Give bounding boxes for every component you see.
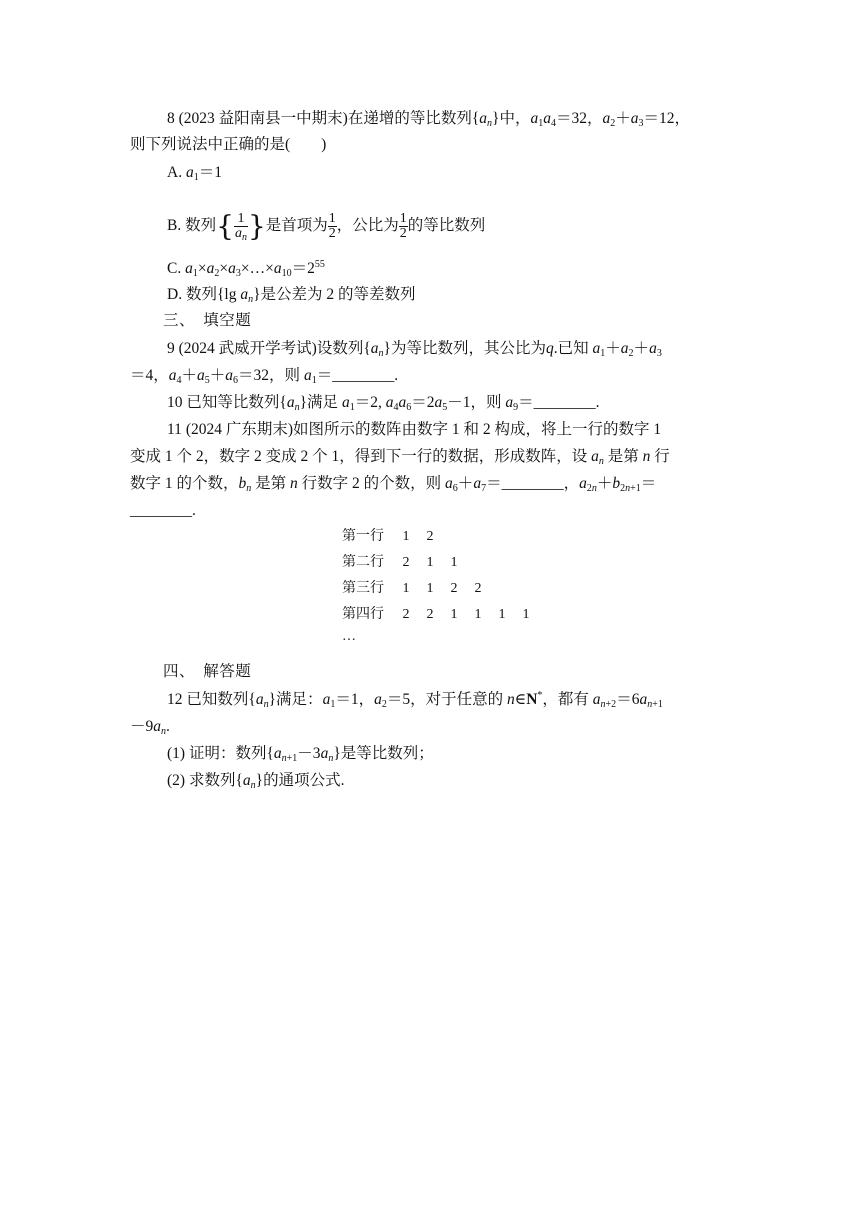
q10-text: 满足 [307,394,339,411]
q8-stem: 在递增的等比数列 [347,110,472,127]
q12-part2: (2) 求数列$\{a_n\}$的通项公式. [167,772,345,791]
q9-text: ＝4， [130,367,169,384]
q9-text: .已知 [553,340,589,357]
option-text: 数列 [185,217,217,235]
q11-text: 行数字 2 的个数，则 [301,475,442,492]
q8-source: (2023 益阳南县一中期末) [178,110,348,127]
cell: 2 [402,555,410,570]
q10-text: ＝2, [354,394,382,411]
cell: 1 [426,581,434,596]
q11-text: 如图所示的数阵由数字 1 和 2 构成，将上一行的数字 1 [293,421,662,438]
cell: 1 [450,555,458,570]
cell: 1 [450,607,458,622]
cell: 1 [402,581,410,596]
q12-text: ＝5，对于任意的 [386,691,504,708]
q11-text: 是第 [255,475,287,492]
exponent: 55 [314,259,325,270]
table-row [342,579,538,599]
q12-text: 是等比数列； [340,745,434,762]
q8-option-d: D. 数列{lg $a_n$}是公差为 2 的等差数列 [167,286,416,305]
q12-text: (2) 求数列 [167,772,236,789]
q12-text: 已知数列 [186,691,249,708]
q12-text: 满足： [276,691,323,708]
q11-line2: 变成 1 个 2，数字 2 变成 2 个 1，得到下一行的数据，形成数阵，设 $a_n$ 是第 n 行 [130,448,670,467]
cell: 2 [426,529,434,544]
q9-text: 为等比数列，其公比为 [391,340,547,357]
q12-text: ，都有 [542,691,589,708]
q11-text: 是第 [607,448,639,465]
q11-answer-blank-1[interactable]: ＝________， [486,475,580,492]
row-label: 第四行 [342,607,384,622]
section-heading-fill-in: 三、 填空题 [163,312,252,329]
q12-text: －9 [130,718,154,735]
q10-answer-blank[interactable]: ＝________. [518,394,600,411]
q12-text: 的通项公式. [263,772,345,789]
section-heading-solve: 四、 解答题 [163,663,252,680]
option-text: ＝1 [198,164,222,181]
table-row [342,605,538,625]
cell: 1 [426,555,434,570]
option-text: ，公比为 [336,217,399,235]
option-label: D. [167,286,183,303]
cell: 2 [402,607,410,622]
cell: 1 [474,607,482,622]
q10-text: ＝2 [411,394,435,411]
row-label: 第一行 [342,529,384,544]
q8-stem: ＝12， [643,110,691,127]
q9-number: 9 [167,340,175,357]
q8-number: 8 [167,110,175,127]
q10-text: －1，则 [447,394,502,411]
q9-text: ＝32，则 [238,367,301,384]
q11-text: ＝ [640,475,657,492]
q8-stem: 中， [499,110,531,127]
q8-option-c: C. $a_1\times a_2\times a_3\times\dots\times a_{10}=2^{55}$ [167,259,325,279]
q8-line2: 则下列说法中正确的是( ) [130,136,327,153]
q12-part1: (1) 证明：数列$\{a_{n+1}-3a_n\}$是等比数列； [167,745,434,764]
q11-number: 11 [167,421,182,438]
option-text: }是公差为 2 的等差数列 [253,286,416,303]
row-label: 第三行 [342,581,384,596]
cell: 2 [474,581,482,596]
q12-line2: $-9a_n$. [130,718,170,737]
q12-text: ＝6 [616,691,640,708]
q11-line1 [167,420,661,440]
q11-text: 行 [654,448,670,465]
cell: 2 [450,581,458,596]
q9-answer-blank[interactable]: ＝________. [316,367,399,384]
q11-line3: 数字 1 的个数，$b_n$ 是第 n 行数字 2 的个数，则 $a_6+a_7=\_\_\_\_\_\_\_\_$，$a_{2n}+b_{2n+1}=$ [130,475,657,494]
cell: 1 [402,529,410,544]
q10-line: 10 已知等比数列$\{a_n\}$满足 $a_1=2$, $a_4a_6=2a_5-1$，则 $a_9=\_\_\_\_\_\_\_\_$. [167,394,600,413]
q8-option-b: B. 数列{ $\frac{1}{a_n}$ }是首项为 $\frac{1}{2}$ ，公比为 $\frac{1}{2}$ 的等比数列 [167,209,486,243]
q12-text: ＝1， [335,691,375,708]
q10-text: 已知等比数列 [186,394,280,411]
option-text: 的等比数列 [407,217,486,235]
cell: 1 [498,607,506,622]
row-label: 第二行 [342,555,384,570]
option-label: A. [167,164,183,181]
option-label: B. [167,217,182,235]
q11-text: 数字 1 的个数， [130,475,239,492]
q12-line1: 12 已知数列$\{a_n\}$满足：$a_1=1$，$a_2=5$，对于任意的 n∈N*，都有 $a_{n+2}=6a_{n+1}$ [167,690,663,710]
q8-stem: ＝32， [556,110,603,127]
option-text: ＝2 [291,260,315,277]
table-row [342,553,538,573]
q8-option-a: A. $a_1=1$ [167,164,222,183]
q11-answer-blank-2[interactable]: ________. [130,502,196,519]
table-row [342,527,538,547]
q9-line1: 9 (2024 武威开学考试)设数列$\{a_n\}$为等比数列，其公比为q.已知 $a_1+a_2+a_3$ [167,340,662,359]
option-label: C. [167,260,182,277]
option-text: 数列{lg [185,286,241,303]
number-table [342,527,538,647]
q12-text: ∈ [514,691,527,708]
q11-source: (2024 广东期末) [185,421,294,438]
q8-line1: 8 (2023 益阳南县一中期末)在递增的等比数列$\{a_n\}$中，$a_1a_4=32$，$a_2+a_3=12$， [167,110,691,129]
q12-text: (1) 证明：数列 [167,745,267,762]
table-ellipsis: … [342,629,356,644]
q9-text: 设数列 [316,340,364,357]
q12-number: 12 [167,691,183,708]
option-text: 是首项为 [265,217,328,235]
q9-line2: ＝4，$a_4+a_5+a_6=32$，则 $a_1=\_\_\_\_\_\_\_\_$. [130,367,399,386]
q11-text: 变成 1 个 2，数字 2 变成 2 个 1，得到下一行的数据，形成数阵，设 [130,448,588,465]
q10-number: 10 [167,394,183,411]
cell: 2 [426,607,434,622]
cell: 1 [522,607,530,622]
q9-source: (2024 武威开学考试) [178,340,317,357]
